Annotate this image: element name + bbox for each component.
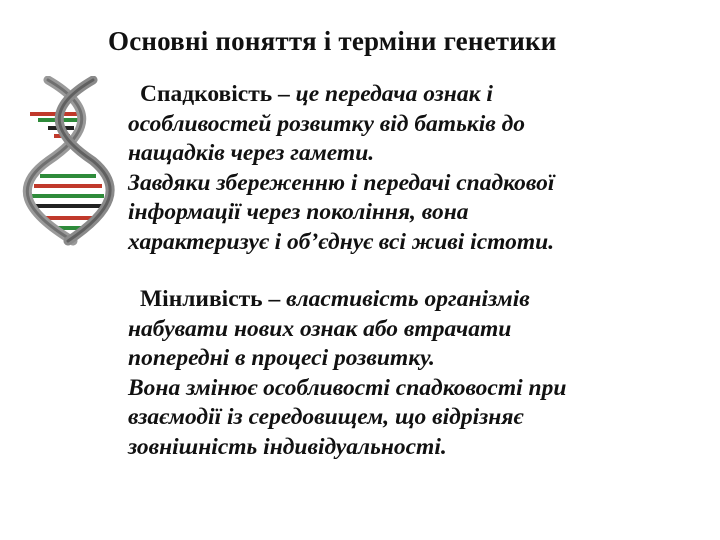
variability-definition-line: зовнішність індивідуальності.: [128, 433, 447, 460]
heredity-definition-line: особливостей розвитку від батьків до: [128, 110, 526, 137]
variability-definition-line: властивість організмів: [286, 286, 530, 312]
variability-definition-line: взаємодії із середовищем, що відрізняє: [128, 404, 524, 430]
dna-helix-icon: [18, 76, 118, 246]
variability-definition-line: Вона змінює особливості спадковості при: [128, 374, 567, 401]
heredity-term: Спадковість: [140, 81, 273, 107]
heredity-dash: –: [272, 81, 296, 107]
variability-term: Мінливість: [140, 286, 263, 312]
heredity-definition-line: характеризує і об’єднує всі живі істоти.: [128, 228, 555, 255]
heredity-definition-line: це передача ознак і: [295, 81, 493, 107]
slide-title: Основні поняття і терміни генетики: [108, 26, 557, 56]
heredity-definition-line: нащадків через гамети.: [128, 140, 375, 166]
variability-paragraph: [128, 285, 698, 462]
variability-definition-line: набувати нових ознак або втрачати: [128, 315, 512, 342]
variability-dash: –: [262, 286, 287, 312]
heredity-paragraph: [128, 80, 698, 257]
variability-definition-line: попередні в процесі розвитку.: [128, 345, 435, 371]
heredity-definition-line: інформації через покоління, вона: [128, 199, 469, 225]
heredity-line-1: [128, 80, 698, 110]
heredity-definition-line: Завдяки збереженню і передачі спадкової: [128, 169, 555, 196]
variability-line-1: [128, 285, 698, 315]
